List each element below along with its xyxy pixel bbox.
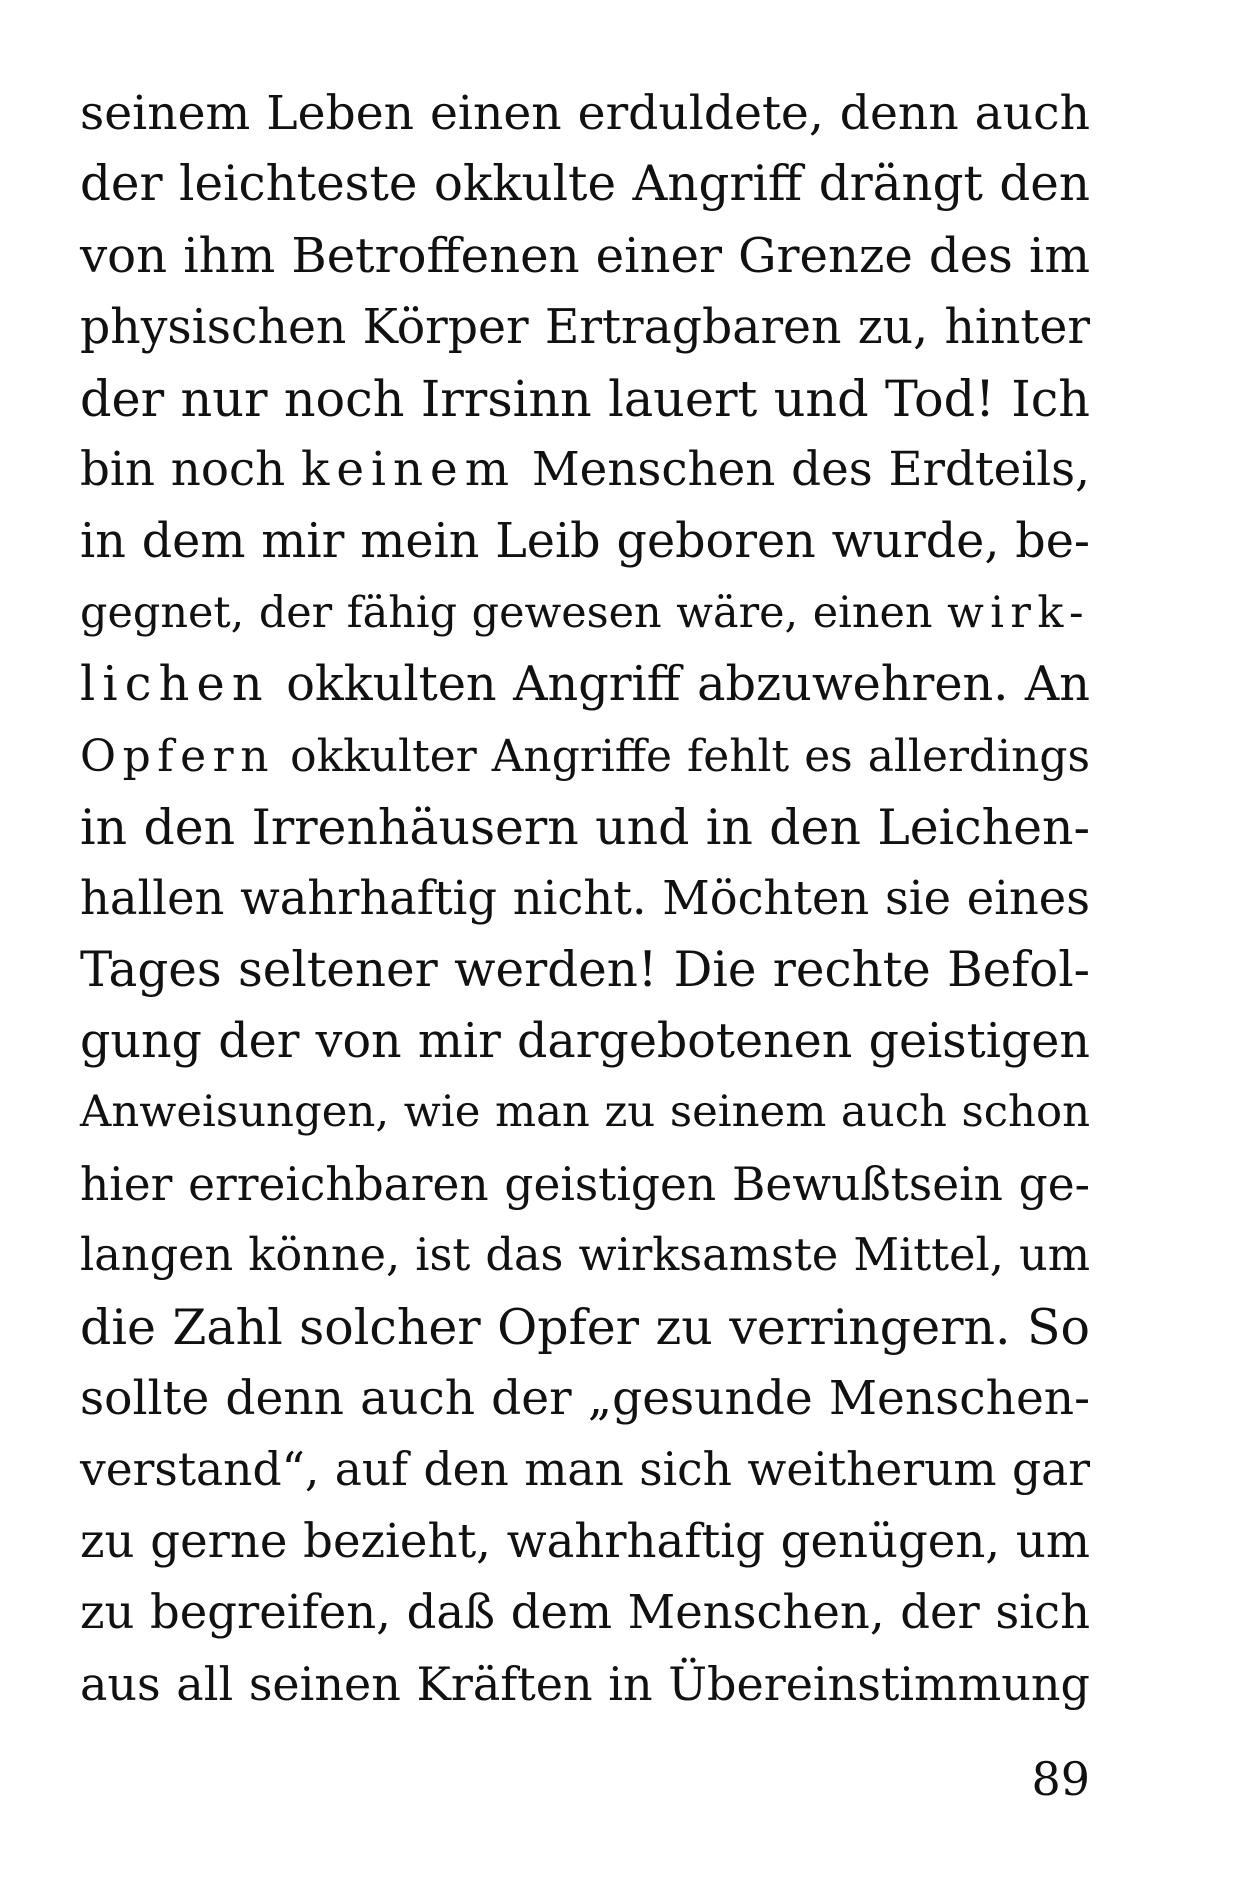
- text-line: zu gerne bezieht, wahrhaftig genügen, um: [80, 1513, 1090, 1568]
- text-line: die Zahl solcher Opfer zu verringern. So: [80, 1298, 1090, 1356]
- text-run: Menschen des Erdteils,: [516, 442, 1090, 497]
- text-line: in dem mir mein Leib geboren wurde, be-: [80, 514, 1090, 570]
- text-run: okkulten Angriff abzuwehren. An: [269, 657, 1090, 713]
- text-run: okkulter Angriffe fehlt es allerdings: [275, 730, 1090, 782]
- text-run: bin noch: [80, 442, 302, 497]
- text-line: hier erreichbaren geistigen Bewußtsein ge-: [80, 1157, 1090, 1211]
- text-line: der nur noch Irrsinn lauert und Tod! Ich: [80, 369, 1090, 428]
- text-line: [80, 435, 1090, 506]
- text-line: gung der von mir dargebotenen geistigen: [80, 1014, 1090, 1070]
- emphasized-word: Opfern: [80, 730, 276, 782]
- text-line: von ihm Betroffenen einer Grenze des im: [80, 227, 1090, 284]
- text-line: in den Irrenhäusern und in den Leichen-: [80, 798, 1090, 856]
- text-line: der leichteste okkulte Angriff drängt den: [80, 156, 1090, 213]
- emphasized-word: wirk-: [947, 587, 1090, 638]
- text-line: physischen Körper Ertragbaren zu, hinter: [80, 300, 1090, 356]
- page-number: 89: [1031, 1752, 1090, 1806]
- text-run: gegnet, der fähig gewesen wäre, einen: [80, 587, 948, 638]
- text-line: hallen wahrhaftig nicht. Möchten sie eines: [80, 871, 1090, 926]
- text-line: sollte denn auch der „gesunde Menschen-: [80, 1371, 1090, 1427]
- text-line: Anweisungen, wie man zu seinem auch schon: [80, 1087, 1090, 1138]
- text-line: [80, 649, 1090, 720]
- text-line: zu begreifen, daß dem Menschen, der sich: [80, 1585, 1090, 1640]
- emphasized-word: keinem: [301, 442, 517, 497]
- body-text: [80, 78, 1090, 1720]
- text-line: [80, 721, 1090, 792]
- text-line: seinem Leben einen erduldete, denn auch: [80, 86, 1090, 141]
- emphasized-word: lichen: [80, 657, 270, 713]
- text-line: Tages seltener werden! Die rechte Befol-: [80, 941, 1090, 998]
- text-line: aus all seinen Kräften in Übereinstimmung: [80, 1656, 1090, 1711]
- text-line: langen könne, ist das wirksamste Mittel, um: [80, 1229, 1090, 1282]
- text-line: [80, 578, 1090, 649]
- text-line: verstand“, auf den man sich weitherum gar: [80, 1443, 1090, 1497]
